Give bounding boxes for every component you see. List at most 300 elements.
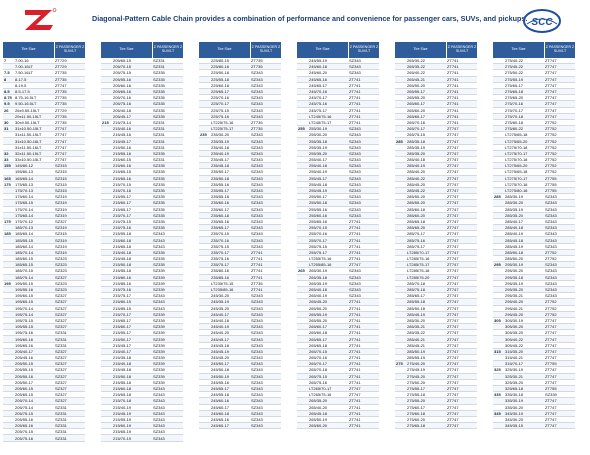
chain-model-cell: SZ319	[55, 243, 67, 249]
tire-size-cell: 205/55-16	[15, 373, 34, 379]
chain-model-cell: ZT741	[349, 218, 361, 224]
chain-model-cell: ZT741	[447, 64, 459, 70]
chain-model-cell: ZT752	[545, 169, 557, 175]
chain-model-cell: ZT747	[447, 299, 459, 305]
chain-model-cell: SZ343	[349, 144, 361, 150]
chain-model-cell: SZ343	[251, 175, 263, 181]
chain-model-cell: ZT747	[447, 231, 459, 237]
chain-model-cell: SZ327	[55, 305, 67, 311]
size-group-cell: 175	[4, 181, 11, 187]
tire-size-cell: 195/75-14	[15, 311, 34, 317]
tire-size-cell: 325/30-21	[505, 373, 524, 379]
chain-model-cell: SZ327	[55, 299, 67, 305]
chain-model-cell: SZ335	[153, 181, 165, 187]
tire-size-cell: 275/45-20	[407, 373, 426, 379]
tire-size-cell: 7.00-16	[15, 58, 29, 64]
chain-model-cell: ZT741	[349, 416, 361, 422]
chain-model-cell: SZ343	[153, 398, 165, 404]
tire-size-cell: 215/60-15	[113, 157, 132, 163]
tire-size-cell: 215/75-15	[113, 218, 132, 224]
tire-size-cell: 265/40-18	[309, 287, 328, 293]
tire-size-cell: 255/45-19	[309, 188, 328, 194]
chain-model-cell: SZ327	[55, 361, 67, 367]
tire-size-cell: 245/45-19	[211, 348, 230, 354]
tire-size-cell: 265/50-20	[309, 305, 328, 311]
chain-model-cell: SZ343	[251, 200, 263, 206]
chain-model-cell: ZT741	[447, 95, 459, 101]
chain-model-cell: ZT747	[545, 101, 557, 107]
tire-size-cell: 265/65-18	[309, 342, 328, 348]
tire-size-cell: 235/75-15	[211, 243, 230, 249]
chain-model-cell: ZT747	[447, 126, 459, 132]
chain-model-cell: SZ343	[153, 293, 165, 299]
size-group-cell: 165	[4, 175, 11, 181]
chain-model-cell: SZ339	[153, 336, 165, 342]
tire-size-cell: 285/55-20	[407, 200, 426, 206]
chain-model-cell: ZT741	[349, 379, 361, 385]
tire-size-cell: 215/55-18	[113, 231, 132, 237]
chain-model-cell: SZ327	[55, 218, 67, 224]
chain-model-cell: SZ339	[153, 367, 165, 373]
chain-model-cell: SZ335	[153, 95, 165, 101]
table-header	[199, 42, 281, 58]
chain-model-cell: SZ343	[251, 225, 263, 231]
tire-size-cell: 205/75-15	[113, 70, 132, 76]
tire-size-cell: 305/45-22	[505, 342, 524, 348]
tire-size-cell: 205/70-16	[113, 95, 132, 101]
tire-size-cell: 255/70-15	[309, 225, 328, 231]
chain-model-cell: SZ343	[251, 330, 263, 336]
chain-model-cell: SZ319	[55, 212, 67, 218]
chain-model-cell: ZT741	[349, 324, 361, 330]
tire-size-cell: 225/60-18	[211, 82, 230, 88]
size-group-cell: 7.5	[4, 70, 10, 76]
tire-size-cell: LT275/80-18	[505, 188, 528, 194]
tire-size-cell: 195/75-15	[15, 317, 34, 323]
chain-model-cell: ZT741	[349, 398, 361, 404]
chain-model-cell: ZT735	[55, 119, 67, 125]
tire-size-cell: LT225/75-16	[211, 119, 234, 125]
tire-size-cell: 285/45-19	[407, 311, 426, 317]
tire-size-cell: 215/65-17	[113, 317, 132, 323]
tire-size-cell: 215/40-19	[113, 404, 132, 410]
chain-model-cell: SZ331	[153, 138, 165, 144]
chain-model-cell: SZ343	[349, 150, 361, 156]
chain-model-cell: SZ343	[153, 410, 165, 416]
chain-model-cell: ZT755	[545, 175, 557, 181]
tire-size-cell: 245/35-20	[211, 305, 230, 311]
chain-model-cell: SZ343	[251, 373, 263, 379]
chain-model-cell: SZ343	[545, 200, 557, 206]
tire-size-cell: 205/55-16	[15, 416, 34, 422]
chain-model-cell: ZT747	[545, 113, 557, 119]
chain-model-cell: SZ343	[153, 386, 165, 392]
chain-model-cell: ZT741	[349, 336, 361, 342]
chain-model-cell: SZ339	[153, 361, 165, 367]
tire-size-cell: 285/60-20	[407, 212, 426, 218]
tire-size-cell: 245/45-18	[211, 342, 230, 348]
chain-model-cell: ZT747	[447, 392, 459, 398]
tire-size-cell: 205/70-15	[113, 64, 132, 70]
tire-size-cell: 255/40-19	[309, 169, 328, 175]
tire-size-cell: 245/40-17	[211, 311, 230, 317]
table-header	[3, 42, 85, 58]
tire-size-cell: 245/75-17	[309, 107, 328, 113]
chain-model-cell: ZT747	[545, 89, 557, 95]
chain-model-cell: SZ343	[349, 138, 361, 144]
tire-size-cell: 235/55-18	[211, 194, 230, 200]
chain-model-cell: ZT747	[447, 150, 459, 156]
tire-size-cell: 315/40-21	[505, 355, 524, 361]
tire-size-cell: 215/35-18	[113, 355, 132, 361]
size-group-cell: 215	[102, 119, 109, 125]
table-row	[199, 423, 281, 429]
chain-model-cell: ZT741	[349, 82, 361, 88]
chain-model-cell: SZ339	[153, 373, 165, 379]
size-group-cell: 175	[4, 218, 11, 224]
tire-size-cell: 265/70-16	[309, 355, 328, 361]
tire-size-cell: LT275/65-18	[505, 132, 528, 138]
chain-model-cell: SZ343	[251, 404, 263, 410]
size-group-cell: 315	[494, 348, 501, 354]
tire-size-cell: 285/45-19	[505, 243, 524, 249]
tire-size-cell: 235/60-18	[211, 212, 230, 218]
chain-model-cell: ZT747	[545, 76, 557, 82]
table-row	[493, 423, 575, 429]
chain-model-cell: SZ339	[153, 355, 165, 361]
tire-size-cell: LT285/70-17	[407, 249, 430, 255]
chain-model-cell: SZ343	[545, 287, 557, 293]
chain-model-cell: SZ335	[153, 82, 165, 88]
tire-size-cell: 185/60-15	[15, 256, 34, 262]
tire-size-cell: 245/60-20	[309, 70, 328, 76]
chain-model-cell: SZ335	[153, 150, 165, 156]
table-column	[3, 42, 85, 442]
tire-size-cell: 195/75-16	[15, 330, 34, 336]
tire-size-cell: 305/30-19	[505, 317, 524, 323]
tire-size-cell: 245/60-18	[309, 64, 328, 70]
chain-model-cell: ZT752	[545, 132, 557, 138]
tire-size-cell: 275/70-18	[505, 113, 524, 119]
tire-size-cell: 245/65-17	[309, 82, 328, 88]
chain-model-cell: ZT747	[447, 212, 459, 218]
chain-model-cell: SZ343	[251, 82, 263, 88]
tire-size-cell: 175/65-13	[15, 181, 34, 187]
tire-size-cell: 205/60-16	[113, 82, 132, 88]
tire-size-cell: 275/60-17	[407, 404, 426, 410]
tire-size-cell: 245/45-17	[211, 336, 230, 342]
chain-model-cell: SZ343	[251, 89, 263, 95]
tire-size-cell: 295/45-20	[505, 311, 524, 317]
chain-model-cell: SZ343	[545, 237, 557, 243]
chain-model-cell: SZ335	[153, 200, 165, 206]
chain-model-cell: SZ343	[349, 175, 361, 181]
chain-model-cell: SZ343	[251, 76, 263, 82]
chain-model-cell: ZT741	[349, 305, 361, 311]
chain-model-cell: ZT747	[349, 392, 361, 398]
tire-size-cell: 205/65-15	[113, 58, 132, 64]
chain-model-cell: SZ323	[55, 262, 67, 268]
size-group-cell: 8	[4, 76, 7, 82]
chain-model-cell: ZT747	[55, 126, 67, 132]
tire-size-cell: 305/30-20	[505, 324, 524, 330]
chain-model-cell: SZ343	[251, 392, 263, 398]
chain-model-cell: ZT747	[545, 348, 557, 354]
chain-model-cell: ZT735	[55, 95, 67, 101]
tire-size-cell: 265/40-19	[309, 293, 328, 299]
tire-size-cell: 265/75-15	[309, 373, 328, 379]
tire-size-cell: 285/45-22	[407, 188, 426, 194]
chain-model-cell: SZ343	[349, 200, 361, 206]
chain-model-cell: SZ343	[251, 113, 263, 119]
chain-model-cell: SZ343	[545, 225, 557, 231]
chain-model-cell: ZT729	[55, 107, 67, 113]
tire-size-cell: 285/55-18	[407, 299, 426, 305]
chain-model-cell: ZT741	[447, 58, 459, 64]
chain-model-cell: ZT741	[349, 243, 361, 249]
chain-model-cell: ZT741	[349, 225, 361, 231]
tire-size-cell: 185/70-15	[15, 268, 34, 274]
chain-model-cell: ZT752	[545, 157, 557, 163]
chain-model-cell: ZT747	[447, 317, 459, 323]
tire-size-cell: 225/65-17	[211, 89, 230, 95]
tire-size-cell: 295/35-19	[505, 280, 524, 286]
chain-model-cell: ZT747	[349, 262, 361, 268]
tire-size-cell: 215/60-16	[113, 163, 132, 169]
tire-size-cell: 185/60-14	[15, 243, 34, 249]
chain-model-cell: ZT741	[251, 268, 263, 274]
tire-size-cell: 31x10.50-16LT	[15, 138, 42, 144]
page-title: Diagonal-Pattern Cable Chain provides a combination of performance and convenience for passenger cars, SUVs, and pickups.	[92, 14, 528, 23]
tire-size-cell: 285/40-18	[505, 225, 524, 231]
tire-size-cell: 145/80-12	[15, 163, 34, 169]
chain-model-cell: ZT752	[545, 150, 557, 156]
chain-model-cell: ZT747	[545, 404, 557, 410]
chain-model-cell: SZ343	[251, 157, 263, 163]
chain-model-cell: ZT747	[55, 150, 67, 156]
chain-model-cell: ZT747	[447, 200, 459, 206]
chain-model-cell: ZT741	[447, 101, 459, 107]
tire-size-cell: 215/55-18	[113, 379, 132, 385]
chain-model-cell: SZ339	[153, 268, 165, 274]
size-group-cell: 30	[4, 119, 9, 125]
tire-size-cell: 315/70-17	[505, 361, 524, 367]
tire-size-cell: 285/45-20	[407, 181, 426, 187]
tire-size-cell: 235/55-16	[211, 181, 230, 187]
chain-model-cell: ZT747	[55, 157, 67, 163]
chain-model-cell: ZT741	[349, 342, 361, 348]
tire-size-cell: 335/30-19	[505, 398, 524, 404]
tire-size-cell: 215/45-19	[113, 410, 132, 416]
tire-size-cell: 265/45-18	[309, 410, 328, 416]
size-group-cell: 285	[494, 194, 501, 200]
tire-size-cell: 285/65-20	[407, 225, 426, 231]
tire-size-cell: 255/40-17	[309, 157, 328, 163]
chain-model-cell: SZ331	[55, 429, 67, 435]
chain-model-cell: ZT741	[349, 299, 361, 305]
tire-size-cell: 255/50-18	[309, 200, 328, 206]
chain-model-cell: SZ323	[55, 280, 67, 286]
size-group-cell: 295	[494, 262, 501, 268]
tire-size-cell: 265/30-19	[309, 268, 328, 274]
tire-size-cell: 215/40-18	[113, 249, 132, 255]
chain-model-cell: ZT741	[349, 373, 361, 379]
chain-model-cell: ZT747	[545, 336, 557, 342]
chain-model-cell: SZ343	[153, 299, 165, 305]
tire-size-cell: 235/40-18	[211, 144, 230, 150]
tire-size-cell: 205/75-15	[15, 410, 34, 416]
size-group-cell: 9.5	[4, 101, 10, 107]
chain-model-cell: SZ343	[349, 64, 361, 70]
tire-size-cell: 195/60-15	[15, 293, 34, 299]
chain-model-cell: SZ343	[251, 293, 263, 299]
tire-size-cell: 285/35-19	[407, 144, 426, 150]
tire-size-cell: 205/75-14	[15, 404, 34, 410]
chain-model-cell: ZT741	[349, 237, 361, 243]
chain-model-header: Z PASSENGER Z SUV/LT	[447, 42, 477, 58]
tire-size-cell: 215/60-18	[113, 386, 132, 392]
chain-model-cell: SZ327	[55, 274, 67, 280]
size-group-cell: 335	[494, 392, 501, 398]
chain-model-cell: ZT741	[251, 274, 263, 280]
chain-model-cell: ZT747	[447, 355, 459, 361]
tire-size-cell: 265/30-22	[407, 58, 426, 64]
chain-model-cell: ZT747	[55, 132, 67, 138]
chain-model-cell: SZ319	[55, 206, 67, 212]
tire-size-cell: 265/50-20	[407, 82, 426, 88]
chain-model-cell: SZ331	[153, 64, 165, 70]
chain-model-cell: ZT752	[545, 249, 557, 255]
tire-size-cell: 31x11.50-15LT	[15, 132, 42, 138]
chain-model-cell: SZ343	[349, 206, 361, 212]
tire-size-cell: 215/45-18	[113, 367, 132, 373]
chain-size-table	[0, 42, 590, 455]
chain-model-cell: SZ319	[55, 237, 67, 243]
size-group-cell: 265	[298, 268, 305, 274]
chain-model-cell: ZT741	[447, 119, 459, 125]
tire-size-cell: 225/75-15	[211, 107, 230, 113]
tire-size-cell: LT285/75-18	[407, 268, 430, 274]
chain-model-cell: ZT747	[447, 410, 459, 416]
tire-size-cell: 245/50-17	[211, 361, 230, 367]
chain-model-cell: SZ339	[153, 274, 165, 280]
tire-size-cell: 205/45-16	[15, 355, 34, 361]
chain-model-cell: SZ343	[349, 212, 361, 218]
tire-size-cell: 285/30-20	[505, 200, 524, 206]
tire-size-cell: 215/45-17	[113, 138, 132, 144]
tire-size-cell: 265/55-17	[407, 89, 426, 95]
tire-size-cell: 295/35-21	[505, 293, 524, 299]
chain-model-cell: SZ323	[55, 256, 67, 262]
tire-size-header: Tire Size	[493, 42, 545, 58]
chain-model-cell: ZT747	[447, 324, 459, 330]
size-group-cell: 305	[494, 317, 501, 323]
chain-model-cell: SZ335	[153, 113, 165, 119]
chain-model-cell: ZT747	[447, 416, 459, 422]
chain-model-cell: SZ335	[153, 76, 165, 82]
tire-size-cell: 275/55-20	[407, 398, 426, 404]
tire-size-cell: 245/45-20	[211, 355, 230, 361]
tire-size-cell: 185/65-15	[15, 262, 34, 268]
tire-size-cell: 185/75-14	[15, 274, 34, 280]
chain-model-cell: ZT741	[447, 70, 459, 76]
tire-size-cell: 285/40-17	[505, 218, 524, 224]
tire-size-cell: 265/45-20	[309, 299, 328, 305]
tire-size-cell: 205/50-17	[15, 379, 34, 385]
tire-size-cell: 235/65-16	[211, 218, 230, 224]
chain-model-cell: ZT747	[447, 336, 459, 342]
chain-model-cell: ZT747	[55, 82, 67, 88]
tire-size-cell: 165/65-14	[15, 175, 34, 181]
tire-size-cell: LT275/70-18	[505, 181, 528, 187]
tire-size-cell: 295/30-20	[505, 268, 524, 274]
chain-model-cell: SZ335	[153, 249, 165, 255]
tire-size-cell: 275/80-18	[505, 119, 524, 125]
page-header	[0, 0, 590, 40]
chain-model-cell: SZ343	[251, 218, 263, 224]
tire-size-cell: 195/60-16	[15, 336, 34, 342]
chain-model-cell: SZ315	[55, 169, 67, 175]
chain-model-cell: SZ331	[153, 119, 165, 125]
tire-size-cell: 295/40-21	[505, 305, 524, 311]
tire-size-cell: 295/35-20	[505, 287, 524, 293]
tire-size-cell: 275/50-22	[505, 70, 524, 76]
tire-size-cell: 265/40-20	[309, 404, 328, 410]
chain-model-cell: SZ343	[153, 305, 165, 311]
chain-model-cell: ZT735	[251, 126, 263, 132]
tire-size-cell: 7.00-16LT	[15, 64, 33, 70]
tire-size-cell: 255/35-20	[309, 150, 328, 156]
chain-model-cell: SZ335	[153, 89, 165, 95]
tire-size-header: Tire Size	[395, 42, 447, 58]
chain-model-cell: ZT747	[545, 330, 557, 336]
tire-size-cell: 205/55-15	[15, 367, 34, 373]
chain-model-cell: ZT747	[545, 416, 557, 422]
chain-model-cell: SZ335	[153, 256, 165, 262]
tire-size-cell: 265/35-22	[407, 64, 426, 70]
tire-size-cell: 215/60-18	[113, 237, 132, 243]
tire-size-cell: 245/35-19	[211, 299, 230, 305]
tire-size-cell: 215/60-17	[113, 324, 132, 330]
tire-size-cell: 235/70-16	[211, 237, 230, 243]
chain-model-cell: SZ343	[251, 237, 263, 243]
chain-model-cell: ZT741	[447, 107, 459, 113]
tire-size-cell: 265/75-15	[407, 132, 426, 138]
chain-model-cell: ZT735	[55, 70, 67, 76]
chain-model-cell: SZ327	[55, 373, 67, 379]
table-column	[395, 42, 477, 429]
chain-model-cell: SZ331	[55, 404, 67, 410]
tire-size-cell: 205/75-16	[15, 435, 34, 441]
tire-size-cell: LT275/70-17	[505, 175, 528, 181]
tire-size-cell: 265/70-17	[309, 361, 328, 367]
tire-size-cell: 285/30-19	[505, 194, 524, 200]
tire-size-cell: 275/65-18	[407, 423, 426, 429]
tire-size-cell: 275/80-22	[505, 126, 524, 132]
tire-size-cell: 205/60-15	[15, 386, 34, 392]
chain-model-cell: SZ319	[55, 200, 67, 206]
table-row	[395, 423, 477, 429]
chain-model-header: Z PASSENGER Z SUV/LT	[545, 42, 575, 58]
tire-size-cell: 285/35-22	[407, 330, 426, 336]
tire-size-cell: 275/40-22	[505, 58, 524, 64]
tire-size-cell: 265/50-19	[309, 416, 328, 422]
chain-model-cell: ZT752	[545, 256, 557, 262]
chain-model-cell: SZ327	[55, 324, 67, 330]
chain-model-cell: SZ343	[251, 243, 263, 249]
tire-size-cell: 285/35-20	[505, 212, 524, 218]
chain-model-cell: SZ323	[55, 268, 67, 274]
